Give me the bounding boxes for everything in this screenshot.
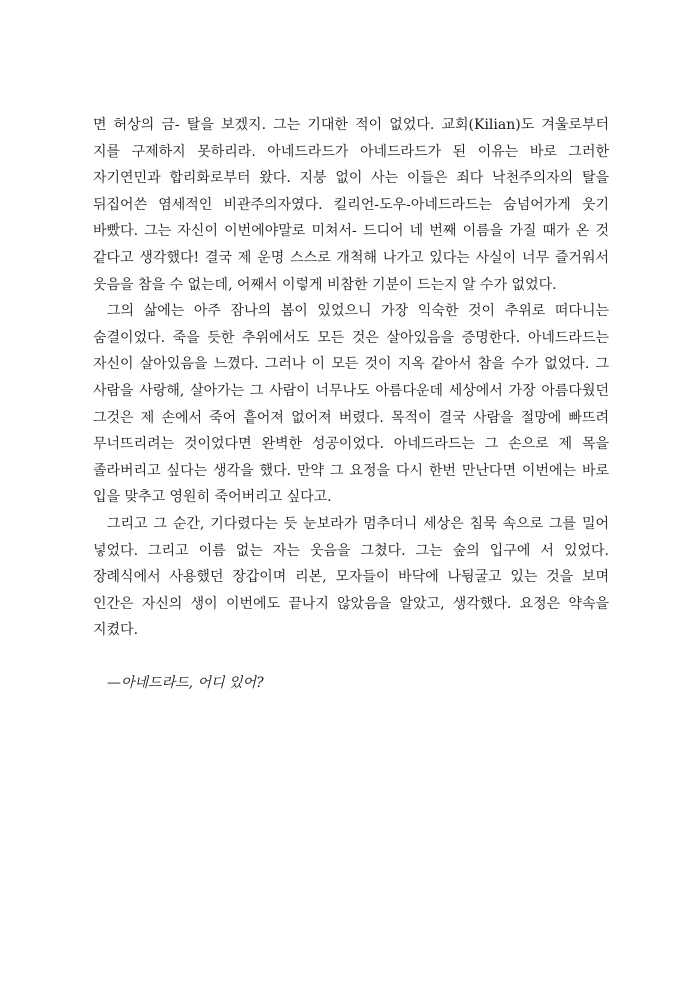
body-text	[93, 112, 609, 696]
closing-dialogue-line: —아네드라드, 어디 있어?	[107, 674, 264, 691]
paragraph-1: 면 허상의 금- 탈을 보겠지. 그는 기대한 적이 없었다. 교회(Kilian)도 겨울로부터 지를 구제하지 못하리라. 아네드라드가 아네드라드가 된 이유는 바로 그러한 자기연민과 합리화로부터 왔다. 지붕 없이 사는 이들은 죄다 낙천주의자의 탈을 뒤집어쓴 염세적인 비관주의자였다. 킬리언-도우-아네드라드는 숨넘어가게 웃기 바빴다. 그는 자신이 이번에야말로 미쳐서- 드디어 네 번째 이름을 가질 때가 온 것 같다고 생각했다! 결국 제 운명 스스로 개척해 나가고 있다는 사실이 너무 즐거워서 웃음을 참을 수 없는데, 어째서 이렇게 비참한 기분이 드는지 알 수가 없었다.	[93, 117, 609, 293]
paragraph-3: 그리고 그 순간, 기다렸다는 듯 눈보라가 멈추더니 세상은 침묵 속으로 그를 밀어 넣었다. 그리고 이름 없는 자는 웃음을 그쳤다. 그는 숲의 입구에 서 있었다. 장례식에서 사용했던 장갑이며 리본, 모자들이 바닥에 나뒹굴고 있는 것을 보며 인간은 자신의 생이 이번에도 끝나지 않았음을 알았고, 생각했다. 요정은 약속을 지켰다.	[93, 515, 609, 639]
paragraph-2: 그의 삶에는 아주 잠나의 봄이 있었으니 가장 익숙한 것이 추위로 떠다니는 숨결이었다. 죽을 듯한 추위에서도 모든 것은 살아있음을 증명한다. 아네드라드는 자신이 살아있음을 느꼈다. 그러나 이 모든 것이 지옥 같아서 참을 수가 없었다. 그 사람을 사랑해, 살아가는 그 사람이 너무나도 아름다운데 세상에서 가장 아름다웠던 그것은 제 손에서 죽어 흩어져 없어져 버렸다. 목적이 결국 사람을 절망에 빠뜨려 무너뜨리려는 것이었다면 완벽한 성공이었다. 아네드라드는 그 손으로 제 목을 졸라버리고 싶다는 생각을 했다. 만약 그 요정을 다시 한번 만난다면 이번에는 바로 입을 맞추고 영원히 죽어버리고 싶다고.	[93, 303, 609, 506]
